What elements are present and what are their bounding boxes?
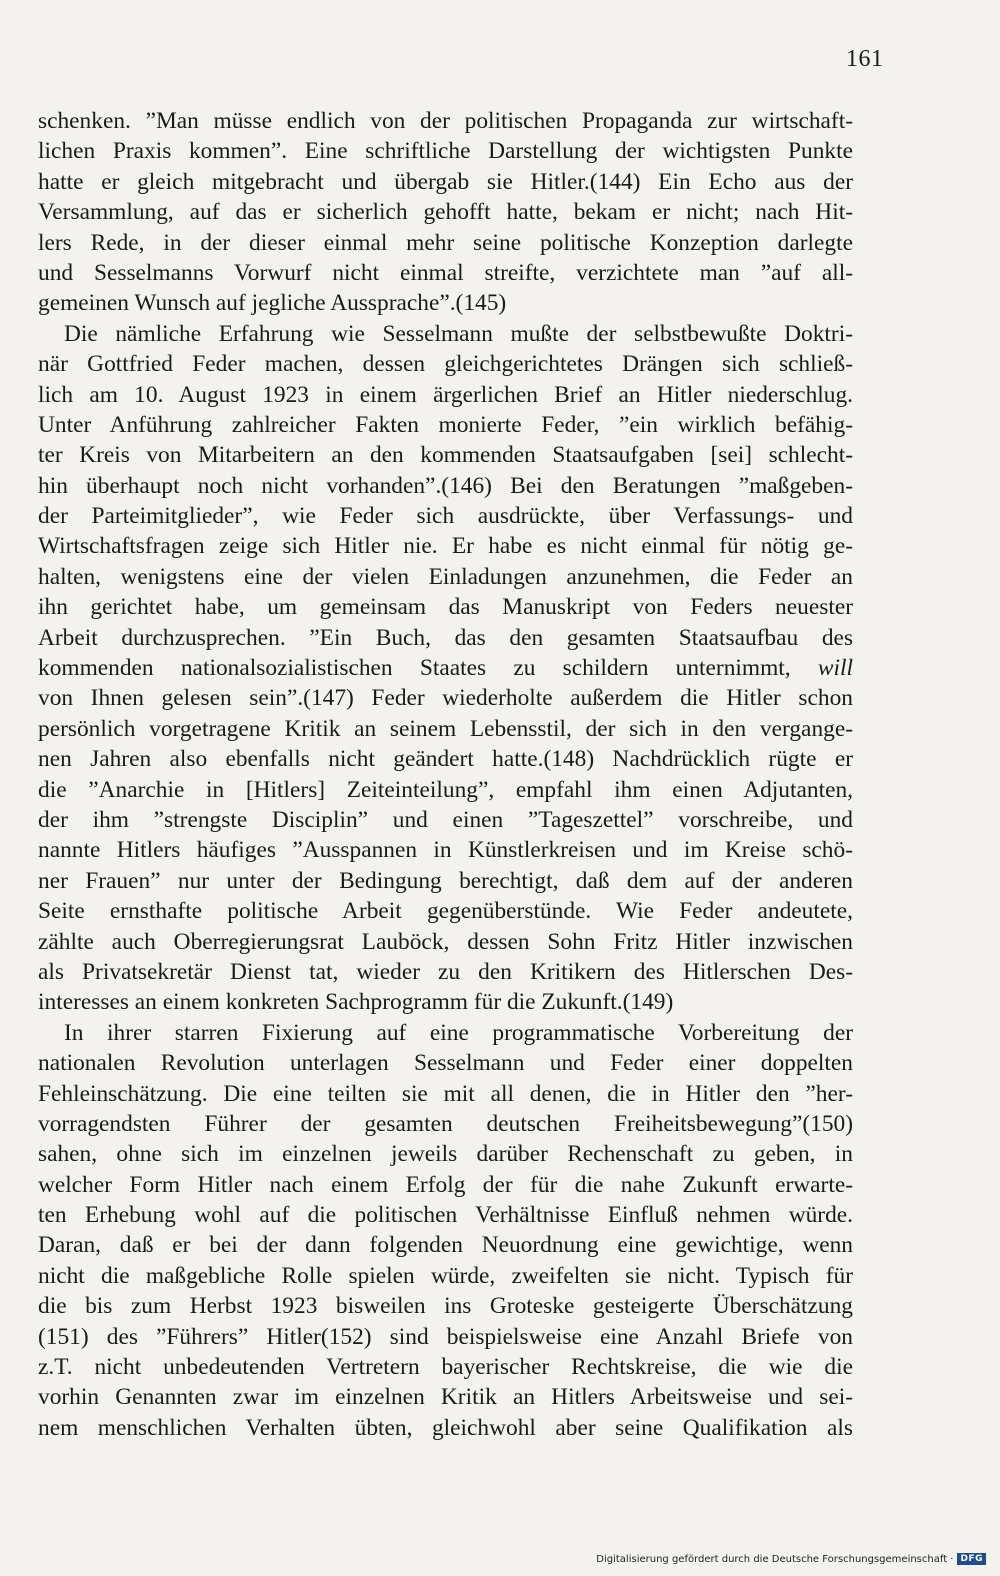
text-line: kommenden nationalsozialistischen Staates zu schildern unternimmt, will <box>38 655 853 682</box>
text-line: welcher Form Hitler nach einem Erfolg der für die nahe Zukunft erwarte- <box>38 1171 853 1198</box>
text-line: sahen, ohne sich im einzelnen jeweils darüber Rechenschaft zu geben, in <box>38 1141 853 1168</box>
text-line: hatte er gleich mitgebracht und übergab sie Hitler.(144) Ein Echo aus der <box>38 168 853 195</box>
text-line: als Privatsekretär Dienst tat, wieder zu den Kritikern des Hitlerschen Des- <box>38 958 853 985</box>
text-line: Unter Anführung zahlreicher Fakten monierte Feder, ”ein wirklich befähig- <box>38 411 853 438</box>
text-line: nationalen Revolution unterlagen Sesselmann und Feder einer doppelten <box>38 1050 853 1077</box>
text-line: nicht die maßgebliche Rolle spielen würde, zweifelten sie nicht. Typisch für <box>38 1262 853 1289</box>
text-line: lers Rede, in der dieser einmal mehr seine politische Konzeption darlegte <box>38 229 853 256</box>
text-line: ter Kreis von Mitarbeitern an den kommenden Staatsaufgaben [sei] schlecht- <box>38 442 853 469</box>
text-line: der Parteimitglieder”, wie Feder sich ausdrückte, über Verfassungs- und <box>38 503 853 530</box>
text-line: z.T. nicht unbedeutenden Vertretern bayerischer Rechtskreise, die wie die <box>38 1354 853 1381</box>
text-line: Versammlung, auf das er sicherlich gehofft hatte, bekam er nicht; nach Hit- <box>38 199 853 226</box>
text-line: interesses an einem konkreten Sachprogramm für die Zukunft.(149) <box>38 989 674 1016</box>
text-line: ner Frauen” nur unter der Bedingung berechtigt, daß dem auf der anderen <box>38 867 853 894</box>
text-line: persönlich vorgetragene Kritik an seinem Lebensstil, der sich in den vergange- <box>38 715 853 742</box>
text-line: die ”Anarchie in [Hitlers] Zeiteinteilung”, empfahl ihm einen Adjutanten, <box>38 776 853 803</box>
text-line: Seite ernsthafte politische Arbeit gegenüberstünde. Wie Feder andeutete, <box>38 898 853 925</box>
dfg-logo: DFG <box>957 1553 986 1565</box>
text-line: zählte auch Oberregierungsrat Lauböck, dessen Sohn Fritz Hitler inzwischen <box>38 928 853 955</box>
text-line: vorragendsten Führer der gesamten deutschen Freiheitsbewegung”(150) <box>38 1110 853 1137</box>
page-number: 161 <box>846 46 884 72</box>
footer-text: Digitalisierung gefördert durch die Deutsche Forschungsgemeinschaft · <box>596 1553 954 1565</box>
text-line: ihn gerichtet habe, um gemeinsam das Manuskript von Feders neuester <box>38 594 853 621</box>
text-line: (151) des ”Führers” Hitler(152) sind beispielsweise eine Anzahl Briefe von <box>38 1323 853 1350</box>
digitization-footer <box>596 1553 986 1565</box>
text-line: und Sesselmanns Vorwurf nicht einmal streifte, verzichtete man ”auf all- <box>38 259 853 286</box>
text-line: von Ihnen gelesen sein”.(147) Feder wiederholte außerdem die Hitler schon <box>38 685 853 712</box>
text-line: Arbeit durchzusprechen. ”Ein Buch, das den gesamten Staatsaufbau des <box>38 624 853 651</box>
text-line: gemeinen Wunsch auf jegliche Aussprache”.(145) <box>38 290 507 317</box>
text-line: ten Erhebung wohl auf die politischen Verhältnisse Einfluß nehmen würde. <box>38 1202 853 1229</box>
text-line: när Gottfried Feder machen, dessen gleichgerichtetes Drängen sich schließ- <box>38 351 853 378</box>
text-line: nannte Hitlers häufiges ”Ausspannen in Künstlerkreisen und im Kreise schö- <box>38 837 853 864</box>
text-line: Fehleinschätzung. Die eine teilten sie mit all denen, die in Hitler den ”her- <box>38 1080 853 1107</box>
body-text <box>38 106 853 1443</box>
text-line: der ihm ”strengste Disciplin” und einen ”Tageszettel” vorschreibe, und <box>38 806 853 833</box>
text-line: Wirtschaftsfragen zeige sich Hitler nie. Er habe es nicht einmal für nötig ge- <box>38 533 853 560</box>
text-line: schenken. ”Man müsse endlich von der politischen Propaganda zur wirtschaft- <box>38 108 853 134</box>
text-line: hin überhaupt noch nicht vorhanden”.(146) Bei den Beratungen ”maßgeben- <box>38 472 853 499</box>
text-line: In ihrer starren Fixierung auf eine programmatische Vorbereitung der <box>64 1019 853 1046</box>
text-line: nen Jahren also ebenfalls nicht geändert hatte.(148) Nachdrücklich rügte er <box>38 746 853 773</box>
text-line: die bis zum Herbst 1923 bisweilen ins Groteske gesteigerte Überschätzung <box>38 1293 853 1320</box>
text-line: Daran, daß er bei der dann folgenden Neuordnung eine gewichtige, wenn <box>38 1232 853 1259</box>
text-line: nem menschlichen Verhalten übten, gleichwohl aber seine Qualifikation als <box>38 1414 853 1441</box>
text-line: halten, wenigstens eine der vielen Einladungen anzunehmen, die Feder an <box>38 563 853 590</box>
text-line: lich am 10. August 1923 in einem ärgerlichen Brief an Hitler niederschlug. <box>38 381 853 408</box>
text-line: Die nämliche Erfahrung wie Sesselmann mußte der selbstbewußte Doktri- <box>64 320 853 347</box>
text-line: vorhin Genannten zwar im einzelnen Kritik an Hitlers Arbeitsweise und sei- <box>38 1384 853 1411</box>
text-line: lichen Praxis kommen”. Eine schriftliche Darstellung der wichtigsten Punkte <box>38 138 853 165</box>
